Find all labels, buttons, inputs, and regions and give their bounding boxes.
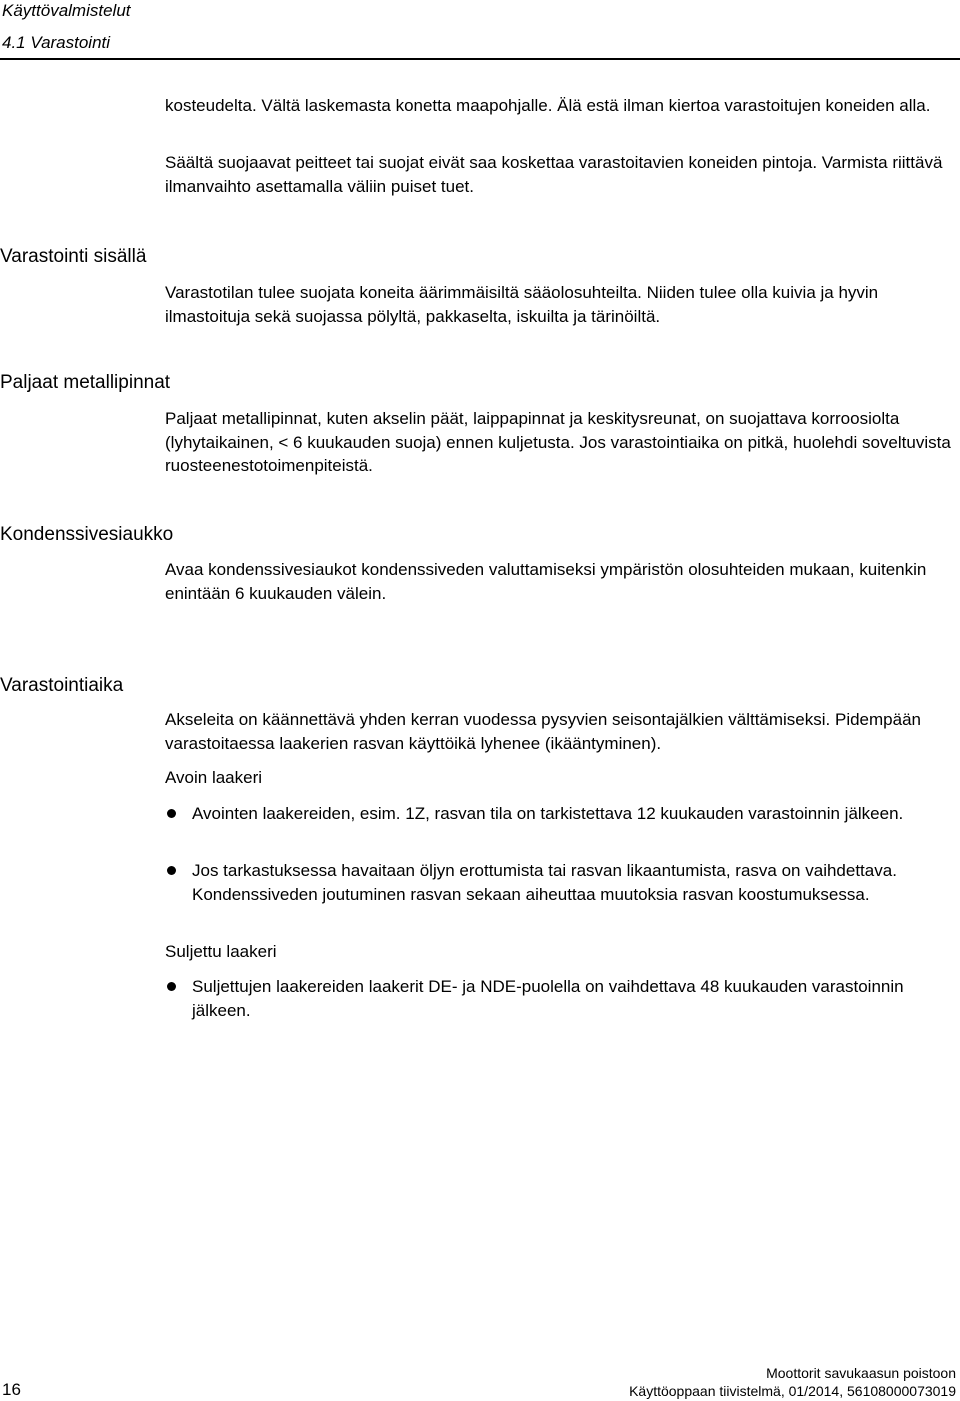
intro-paragraph-1: kosteudelta. Vältä laskemasta konetta maapohjalle. Älä estä ilman kiertoa varastoitujen koneiden alla.: [165, 96, 931, 115]
bullet-icon: [167, 809, 176, 818]
list-item: Jos tarkastuksessa havaitaan öljyn erottumista tai rasvan likaantumista, rasva on vaihdettava. Kondenssiveden joutuminen rasvan sekaan aiheuttaa muutoksia rasvan koostumuksessa.: [165, 859, 957, 906]
section-heading-drain: Kondenssivesiaukko: [0, 524, 174, 545]
header-chapter: Käyttövalmistelut: [2, 1, 131, 20]
section-text-storage-time: Akseleita on käännettävä yhden kerran vuodessa pysyvien seisontajälkien välttämiseksi. Pidempään varastoitaessa laakerien rasvan käyttöikä lyhenee (ikääntyminen).: [165, 710, 921, 753]
section-text-metal: Paljaat metallipinnat, kuten akselin päät, laippapinnat ja keskitysreunat, on suojattava korroosiolta (lyhytaikainen, < 6 kuukauden suoja) ennen kuljetusta. Jos varastointiaika on pitkä, huolehdi soveltuvista ruosteenestotoimenpiteistä.: [165, 409, 951, 475]
header-section: 4.1 Varastointi: [2, 33, 111, 52]
section-text-drain: Avaa kondenssivesiaukot kondenssiveden valuttamiseksi ympäristön olosuhteiden mukaan, kuitenkin enintään 6 kuukauden välein.: [165, 560, 927, 603]
header-divider: [0, 58, 960, 60]
section-heading-indoor: Varastointi sisällä: [0, 246, 147, 267]
section-heading-storage-time: Varastointiaika: [0, 675, 124, 696]
bullet-icon: [167, 982, 176, 991]
footer-doc-title: Moottorit savukaasun poistoon: [766, 1365, 956, 1381]
section-heading-metal: Paljaat metallipinnat: [0, 372, 171, 393]
bullet-icon: [167, 866, 176, 875]
page-number: 16: [2, 1380, 21, 1399]
section-text-indoor: Varastotilan tulee suojata koneita äärimmäisiltä sääolosuhteilta. Niiden tulee olla kuivia ja hyvin ilmastoituja sekä suojassa pölyltä, pakkaselta, iskuilta ja tärinöiltä.: [165, 283, 879, 326]
list-item: Suljettujen laakereiden laakerit DE- ja NDE-puolella on vaihdettava 48 kuukauden varastoinnin jälkeen.: [165, 975, 957, 1022]
list-item: Avointen laakereiden, esim. 1Z, rasvan tila on tarkistettava 12 kuukauden varastoinnin jälkeen.: [165, 802, 957, 826]
footer-doc-ref: Käyttöoppaan tiivistelmä, 01/2014, 56108000073019: [629, 1383, 956, 1399]
subheading-closed-bearing: Suljettu laakeri: [165, 942, 277, 961]
subheading-open-bearing: Avoin laakeri: [165, 768, 263, 787]
page-header: [0, 0, 960, 60]
intro-paragraph-2: Säältä suojaavat peitteet tai suojat eivät saa koskettaa varastoitavien koneiden pintoja. Varmista riittävä ilmanvaihto asettamalla väliin puiset tuet.: [165, 153, 943, 196]
